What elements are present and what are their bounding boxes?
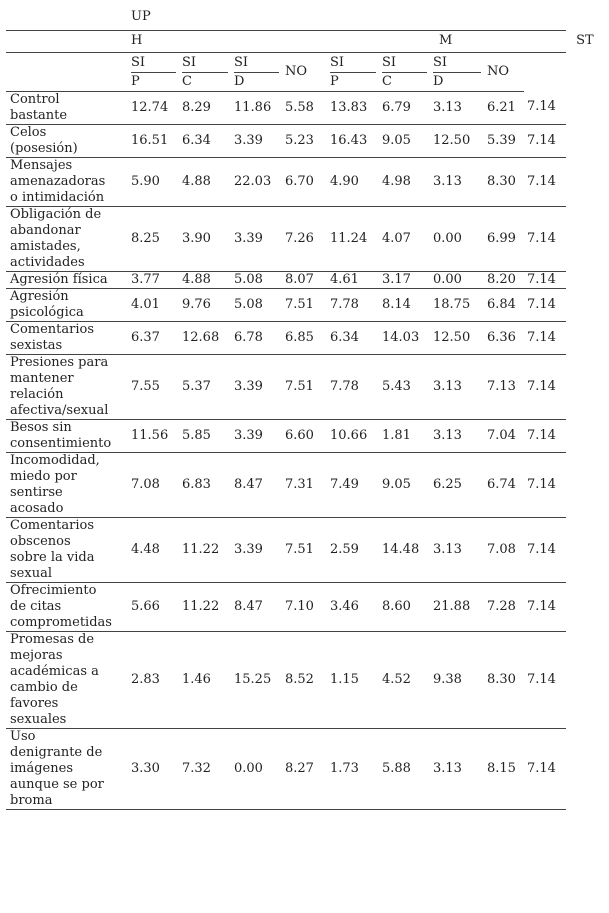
row-label [6, 206, 128, 271]
table-cell: 1.46 [179, 631, 231, 728]
table-cell: 12.74 [128, 91, 179, 124]
table-cell: 6.37 [128, 321, 179, 354]
table-cell: 8.47 [231, 582, 282, 631]
table-cell: 8.29 [179, 91, 231, 124]
table-cell: 6.34 [327, 321, 379, 354]
table-cell: 7.08 [128, 452, 179, 517]
row-label-line: de citas [10, 598, 62, 614]
table-cell: 21.88 [430, 582, 484, 631]
table-cell: 4.07 [379, 206, 430, 271]
row-label-line: broma [10, 792, 53, 808]
subheader-bottom-label: P [330, 73, 339, 89]
table-cell: 13.83 [327, 91, 379, 124]
table-cell: 8.07 [282, 271, 327, 288]
subheader-top-label: SI [182, 53, 228, 73]
subheader-h-0 [128, 52, 179, 91]
table-row [6, 452, 603, 517]
table-row [6, 517, 603, 582]
header-up: UP [128, 5, 566, 30]
table-cell: 8.60 [379, 582, 430, 631]
row-label-line: denigrante de [10, 744, 103, 760]
table-cell: 0.00 [430, 206, 484, 271]
table-cell: 6.36 [484, 321, 524, 354]
table-cell: 14.03 [379, 321, 430, 354]
table-cell: 7.28 [484, 582, 524, 631]
row-label-line: Control [10, 91, 60, 107]
table-cell: 4.98 [379, 157, 430, 206]
row-label-line: Incomodidad, [10, 452, 100, 468]
table-cell: 12.50 [430, 321, 484, 354]
row-label [6, 452, 128, 517]
table-cell: 6.21 [484, 91, 524, 124]
table-cell: 7.14 [524, 354, 566, 419]
subheader-m-3: NO [484, 52, 524, 91]
table-cell: 6.79 [379, 91, 430, 124]
row-label-line: Obligación de [10, 206, 102, 222]
table-cell: 6.83 [179, 452, 231, 517]
table-cell: 7.14 [524, 271, 566, 288]
table-cell: 7.49 [327, 452, 379, 517]
row-label-line: Besos sin [10, 419, 72, 435]
table-cell: 5.43 [379, 354, 430, 419]
table-cell: 5.23 [282, 124, 327, 157]
row-label-line: afectiva/sexual [10, 402, 109, 418]
row-label-line: sobre la vida [10, 549, 95, 565]
row-label-line: académicas a [10, 663, 99, 679]
subheader-h-2 [231, 52, 282, 91]
table-cell: 10.66 [327, 419, 379, 452]
table-cell: 7.14 [524, 728, 566, 809]
table-cell: 8.15 [484, 728, 524, 809]
table-cell: 0.00 [430, 271, 484, 288]
table-cell: 0.00 [231, 728, 282, 809]
table-cell: 6.85 [282, 321, 327, 354]
row-label [6, 157, 128, 206]
header-corner [6, 5, 128, 30]
table-cell: 2.59 [327, 517, 379, 582]
subheader-bottom-label: C [382, 73, 392, 89]
table-cell: 6.84 [484, 288, 524, 321]
table-cell: 4.61 [327, 271, 379, 288]
table-row [6, 206, 603, 271]
row-label [6, 321, 128, 354]
table-cell: 8.14 [379, 288, 430, 321]
table-cell: 8.30 [484, 631, 524, 728]
table-cell: 5.39 [484, 124, 524, 157]
table-cell: 6.70 [282, 157, 327, 206]
table-row [6, 288, 603, 321]
table-cell: 1.73 [327, 728, 379, 809]
table-cell: 15.25 [231, 631, 282, 728]
row-label-line: favores [10, 695, 59, 711]
table-cell: 22.03 [231, 157, 282, 206]
table-cell: 8.52 [282, 631, 327, 728]
table-cell: 3.17 [379, 271, 430, 288]
table-cell: 16.51 [128, 124, 179, 157]
table-cell: 7.78 [327, 354, 379, 419]
table-cell: 7.14 [524, 124, 566, 157]
table-cell: 3.13 [430, 517, 484, 582]
table-body [6, 91, 603, 809]
table-cell: 14.48 [379, 517, 430, 582]
row-label-line: sexual [10, 565, 52, 581]
table-cell: 3.77 [128, 271, 179, 288]
table-cell: 4.90 [327, 157, 379, 206]
table-row [6, 354, 603, 419]
table-cell: 7.14 [524, 91, 566, 124]
row-label-line: mejoras [10, 647, 63, 663]
table-cell: 6.25 [430, 452, 484, 517]
table-cell: 12.50 [430, 124, 484, 157]
table-cell: 1.81 [379, 419, 430, 452]
table-cell: 12.68 [179, 321, 231, 354]
table-cell: 4.48 [128, 517, 179, 582]
table-cell: 7.14 [524, 452, 566, 517]
table-cell: 7.26 [282, 206, 327, 271]
table-cell: 3.13 [430, 157, 484, 206]
row-label [6, 91, 128, 124]
row-label [6, 517, 128, 582]
row-label [6, 271, 128, 288]
subheader-top-label: SI [234, 53, 279, 73]
table-cell: 7.13 [484, 354, 524, 419]
subheader-m-2 [430, 52, 484, 91]
table-cell: 3.13 [430, 728, 484, 809]
row-label-line: psicológica [10, 304, 84, 320]
table-cell: 5.85 [179, 419, 231, 452]
table-cell: 7.14 [524, 631, 566, 728]
row-label-line: Celos [10, 124, 47, 140]
table-cell: 2.83 [128, 631, 179, 728]
row-label-line: Agresión [10, 288, 69, 304]
table-cell: 18.75 [430, 288, 484, 321]
table-cell: 7.31 [282, 452, 327, 517]
table-header [6, 5, 603, 91]
row-label-line: mantener [10, 370, 74, 386]
table-cell: 7.14 [524, 419, 566, 452]
subheader-bottom-label: D [433, 73, 444, 89]
table-cell: 4.52 [379, 631, 430, 728]
table-cell: 3.13 [430, 91, 484, 124]
row-label-line: aunque se por [10, 776, 104, 792]
data-table [6, 5, 603, 810]
table-cell: 11.22 [179, 517, 231, 582]
table-cell: 5.88 [379, 728, 430, 809]
table-row [6, 728, 603, 809]
row-label-line: o intimidación [10, 189, 105, 205]
table-cell: 7.55 [128, 354, 179, 419]
row-label [6, 288, 128, 321]
table-cell: 7.14 [524, 517, 566, 582]
row-label-line: amenazadoras [10, 173, 106, 189]
table-cell: 1.15 [327, 631, 379, 728]
row-label-line: abandonar [10, 222, 81, 238]
subheader-m-0 [327, 52, 379, 91]
table-cell: 9.38 [430, 631, 484, 728]
row-label-line: sexistas [10, 337, 63, 353]
row-label-line: relación [10, 386, 64, 402]
row-label-line: Presiones para [10, 354, 109, 370]
table-cell: 3.39 [231, 206, 282, 271]
table-row [6, 124, 603, 157]
table-row [6, 271, 603, 288]
table-row [6, 419, 603, 452]
row-label-line: Comentarios [10, 517, 95, 533]
table-cell: 7.51 [282, 354, 327, 419]
table-row [6, 631, 603, 728]
table-cell: 5.08 [231, 288, 282, 321]
table-row [6, 582, 603, 631]
table-cell: 7.78 [327, 288, 379, 321]
row-label [6, 419, 128, 452]
table-cell: 3.13 [430, 419, 484, 452]
row-label-line: Ofrecimiento [10, 582, 97, 598]
row-label-line: amistades, [10, 238, 81, 254]
table-cell: 8.30 [484, 157, 524, 206]
table-cell: 11.22 [179, 582, 231, 631]
table-cell: 7.51 [282, 288, 327, 321]
table-cell: 6.34 [179, 124, 231, 157]
row-label-line: comprometidas [10, 614, 112, 630]
table-cell: 9.05 [379, 452, 430, 517]
table-row [6, 157, 603, 206]
table-cell: 5.90 [128, 157, 179, 206]
table-cell: 7.14 [524, 321, 566, 354]
table-cell: 7.32 [179, 728, 231, 809]
table-cell: 16.43 [327, 124, 379, 157]
header-m: M [327, 30, 566, 52]
row-label-line: consentimiento [10, 435, 112, 451]
table-cell: 11.24 [327, 206, 379, 271]
row-label-line: Comentarios [10, 321, 95, 337]
table-cell: 3.46 [327, 582, 379, 631]
table-cell: 7.14 [524, 288, 566, 321]
header-h: H [128, 30, 327, 52]
subheader-top-label: SI [433, 53, 481, 73]
row-label-line: sentirse [10, 484, 63, 500]
subheader-h-1 [179, 52, 231, 91]
row-label-line: obscenos [10, 533, 71, 549]
row-label-line: (posesión) [10, 140, 78, 156]
row-label-line: miedo por [10, 468, 77, 484]
table-cell: 8.27 [282, 728, 327, 809]
row-label-line: Agresión física [10, 271, 108, 287]
table-cell: 6.60 [282, 419, 327, 452]
row-label-line: acosado [10, 500, 64, 516]
row-label [6, 582, 128, 631]
table-cell: 8.47 [231, 452, 282, 517]
table-row [6, 321, 603, 354]
row-label-line: actividades [10, 254, 85, 270]
row-label-line: bastante [10, 107, 68, 123]
table-cell: 9.76 [179, 288, 231, 321]
row-label [6, 124, 128, 157]
row-label-line: imágenes [10, 760, 73, 776]
table-cell: 3.39 [231, 419, 282, 452]
table-cell: 6.99 [484, 206, 524, 271]
table-cell: 3.90 [179, 206, 231, 271]
subheader-top-label: SI [382, 53, 427, 73]
table-row [6, 91, 603, 124]
table-cell: 5.08 [231, 271, 282, 288]
table-cell: 5.66 [128, 582, 179, 631]
row-label-line: cambio de [10, 679, 78, 695]
subheader-bottom-label: P [131, 73, 140, 89]
table-cell: 9.05 [379, 124, 430, 157]
table-cell: 7.14 [524, 157, 566, 206]
table-cell: 6.74 [484, 452, 524, 517]
row-label-line: sexuales [10, 711, 67, 727]
table-cell: 3.30 [128, 728, 179, 809]
table-cell: 8.25 [128, 206, 179, 271]
row-label-line: Promesas de [10, 631, 95, 647]
subheader-corner [6, 52, 128, 91]
row-label [6, 728, 128, 809]
table-cell: 7.51 [282, 517, 327, 582]
table-cell: 3.39 [231, 124, 282, 157]
table-cell: 5.58 [282, 91, 327, 124]
table-cell: 5.37 [179, 354, 231, 419]
row-label-line: Uso [10, 728, 36, 744]
subheader-h-3: NO [282, 52, 327, 91]
table-cell: 8.20 [484, 271, 524, 288]
table-cell: 3.13 [430, 354, 484, 419]
row-label-line: Mensajes [10, 157, 73, 173]
row-label [6, 354, 128, 419]
table-cell: 3.39 [231, 354, 282, 419]
table-cell: 7.10 [282, 582, 327, 631]
row-label [6, 631, 128, 728]
table-cell: 11.86 [231, 91, 282, 124]
table-cell: 6.78 [231, 321, 282, 354]
subheader-m-1 [379, 52, 430, 91]
table-cell: 3.39 [231, 517, 282, 582]
table-cell: 4.88 [179, 271, 231, 288]
subheader-bottom-label: D [234, 73, 245, 89]
table-cell: 7.08 [484, 517, 524, 582]
header-st: ST [576, 33, 594, 48]
table-cell: 4.01 [128, 288, 179, 321]
table-cell: 7.14 [524, 582, 566, 631]
subheader-top-label: SI [131, 53, 176, 73]
table-cell: 11.56 [128, 419, 179, 452]
subheader-top-label: SI [330, 53, 376, 73]
subheader-bottom-label: C [182, 73, 192, 89]
table-cell: 7.04 [484, 419, 524, 452]
table-cell: 4.88 [179, 157, 231, 206]
table-cell: 7.14 [524, 206, 566, 271]
